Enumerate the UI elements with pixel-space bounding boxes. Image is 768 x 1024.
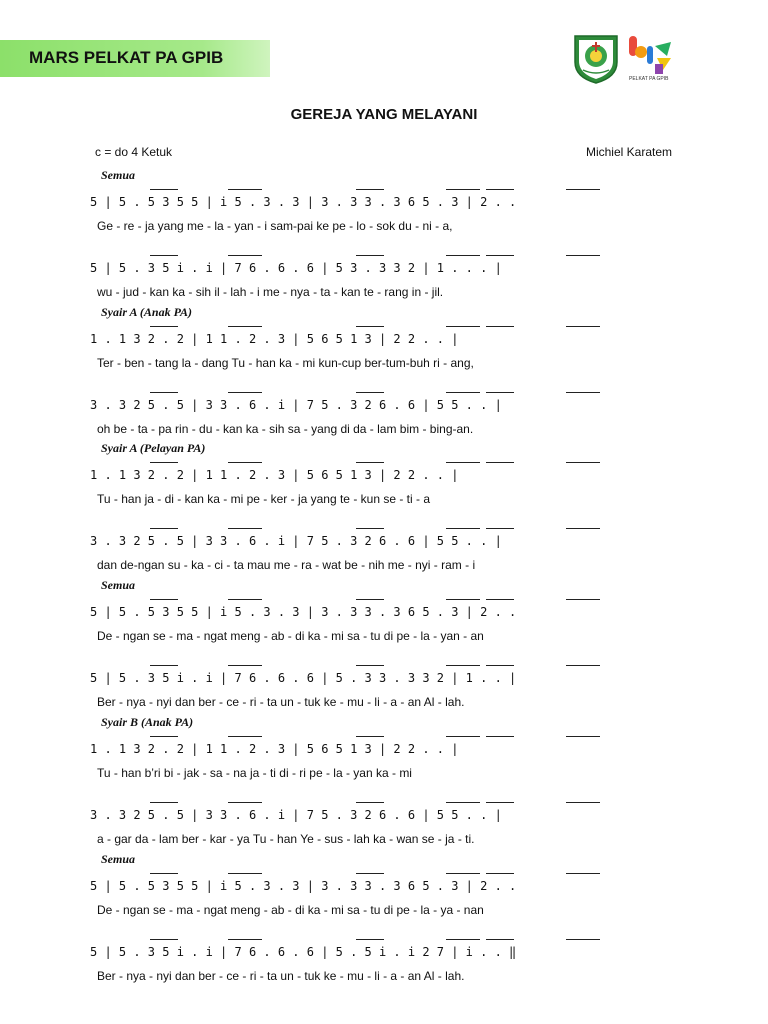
note-beam	[356, 462, 384, 463]
section-label: Syair B (Anak PA)	[101, 715, 194, 729]
note-beam	[486, 528, 514, 529]
section-label: Syair A (Pelayan PA)	[101, 441, 206, 455]
notation-line: 3 . 3 2 5 . 5 | 3 3 . 6 . i | 7 5 . 3 2 6 . 6 | 5 5 . . |	[90, 808, 502, 822]
note-beam	[486, 392, 514, 393]
notation-line: 1 . 1 3 2 . 2 | 1 1 . 2 . 3 | 5 6 5 1 3 | 2 2 . . |	[90, 332, 459, 346]
pelkat-shield-logo	[571, 32, 621, 84]
note-beam	[446, 528, 480, 529]
note-beam	[150, 255, 178, 256]
note-beam	[446, 326, 480, 327]
svg-text:PELKAT PA GPIB: PELKAT PA GPIB	[629, 76, 669, 82]
lyric-line: dan de-ngan su - ka - ci - ta mau me - ra - wat be - nih me - nyi - ram - i	[97, 558, 476, 572]
song-title: GEREJA YANG MELAYANI	[290, 106, 478, 123]
note-beam	[486, 255, 514, 256]
note-beam	[356, 392, 384, 393]
note-beam	[356, 528, 384, 529]
notation-line: 5 | 5 . 5 3 5 5 | i 5 . 3 . 3 | 3 . 3 3 . 3 6 5 . 3 | 2 . .	[90, 605, 517, 619]
banner-title: MARS PELKAT PA GPIB	[29, 48, 224, 67]
note-beam	[228, 736, 262, 737]
note-beam	[446, 599, 480, 600]
note-beam	[446, 255, 480, 256]
note-beam	[446, 189, 480, 190]
note-beam	[150, 736, 178, 737]
notation-line: 5 | 5 . 5 3 5 5 | i 5 . 3 . 3 | 3 . 3 3 . 3 6 5 . 3 | 2 . .	[90, 195, 517, 209]
note-beam	[486, 599, 514, 600]
note-beam	[150, 599, 178, 600]
composer: Michiel Karatem	[585, 145, 672, 159]
note-beam	[150, 873, 178, 874]
notation-line: 5 | 5 . 3 5 i . i | 7 6 . 6 . 6 | 5 . 3 3 . 3 3 2 | 1 . . |	[90, 671, 517, 685]
note-beam	[228, 599, 262, 600]
lyric-line: oh be - ta - pa rin - du - kan ka - sih sa - yang di da - lam bim - bing-an.	[97, 422, 474, 436]
note-beam	[228, 462, 262, 463]
lyric-line: Ber - nya - nyi dan ber - ce - ri - ta un - tuk ke - mu - li - a - an Al - lah.	[97, 969, 465, 983]
note-beam	[150, 802, 178, 803]
note-beam	[566, 873, 600, 874]
lyric-line: a - gar da - lam ber - kar - ya Tu - han Ye - sus - lah ka - wan se - ja - ti.	[97, 832, 475, 846]
lyric-line: wu - jud - kan ka - sih il - lah - i me - nya - ta - kan te - rang in - jil.	[97, 285, 444, 299]
note-beam	[446, 392, 480, 393]
note-beam	[446, 462, 480, 463]
note-beam	[446, 802, 480, 803]
note-beam	[356, 255, 384, 256]
lyric-line: Ge - re - ja yang me - la - yan - i sam-pai ke pe - lo - sok du - ni - a,	[97, 219, 453, 233]
note-beam	[150, 326, 178, 327]
note-beam	[150, 462, 178, 463]
notation-line: 1 . 1 3 2 . 2 | 1 1 . 2 . 3 | 5 6 5 1 3 | 2 2 . . |	[90, 468, 459, 482]
lyric-line: Tu - han b’ri bi - jak - sa - na ja - ti di - ri pe - la - yan ka - mi	[97, 766, 412, 780]
note-beam	[228, 255, 262, 256]
note-beam	[566, 802, 600, 803]
note-beam	[566, 599, 600, 600]
note-beam	[228, 326, 262, 327]
lyric-line: De - ngan se - ma - ngat meng - ab - di ka - mi sa - tu di pe - la - yan - an	[97, 629, 484, 643]
note-beam	[566, 939, 600, 940]
note-beam	[228, 873, 262, 874]
notation-line: 1 . 1 3 2 . 2 | 1 1 . 2 . 3 | 5 6 5 1 3 | 2 2 . . |	[90, 742, 459, 756]
note-beam	[486, 736, 514, 737]
note-beam	[486, 665, 514, 666]
note-beam	[356, 939, 384, 940]
note-beam	[486, 802, 514, 803]
note-beam	[228, 528, 262, 529]
anniversary-logo	[627, 32, 673, 82]
note-beam	[566, 665, 600, 666]
note-beam	[356, 189, 384, 190]
notation-line: 5 | 5 . 5 3 5 5 | i 5 . 3 . 3 | 3 . 3 3 . 3 6 5 . 3 | 2 . .	[90, 879, 517, 893]
lyric-line: Ber - nya - nyi dan ber - ce - ri - ta un - tuk ke - mu - li - a - an Al - lah.	[97, 695, 465, 709]
note-beam	[228, 939, 262, 940]
note-beam	[150, 665, 178, 666]
section-label: Semua	[101, 168, 136, 182]
notation-line: 3 . 3 2 5 . 5 | 3 3 . 6 . i | 7 5 . 3 2 6 . 6 | 5 5 . . |	[90, 534, 502, 548]
note-beam	[356, 665, 384, 666]
note-beam	[150, 939, 178, 940]
note-beam	[486, 939, 514, 940]
note-beam	[356, 736, 384, 737]
note-beam	[486, 462, 514, 463]
note-beam	[446, 665, 480, 666]
note-beam	[566, 462, 600, 463]
note-beam	[228, 802, 262, 803]
notation-line: 5 | 5 . 3 5 i . i | 7 6 . 6 . 6 | 5 3 . 3 3 2 | 1 . . . |	[90, 261, 502, 275]
note-beam	[228, 392, 262, 393]
note-beam	[566, 736, 600, 737]
note-beam	[566, 528, 600, 529]
section-label: Syair A (Anak PA)	[101, 305, 193, 319]
note-beam	[486, 189, 514, 190]
note-beam	[566, 392, 600, 393]
section-label: Semua	[101, 852, 136, 866]
note-beam	[566, 255, 600, 256]
lyric-line: Ter - ben - tang la - dang Tu - han ka - mi kun-cup ber-tum-buh ri - ang,	[97, 356, 474, 370]
note-beam	[566, 189, 600, 190]
note-beam	[486, 326, 514, 327]
note-beam	[150, 392, 178, 393]
note-beam	[228, 665, 262, 666]
note-beam	[356, 802, 384, 803]
lyric-line: Tu - han ja - di - kan ka - mi pe - ker - ja yang te - kun se - ti - a	[97, 492, 431, 506]
section-label: Semua	[101, 578, 136, 592]
header-banner	[0, 40, 270, 77]
notation-line: 5 | 5 . 3 5 i . i | 7 6 . 6 . 6 | 5 . 5 i . i 2 7 | i . . ‖	[90, 945, 517, 959]
notation-line: 3 . 3 2 5 . 5 | 3 3 . 6 . i | 7 5 . 3 2 6 . 6 | 5 5 . . |	[90, 398, 502, 412]
note-beam	[228, 189, 262, 190]
note-beam	[446, 736, 480, 737]
note-beam	[356, 873, 384, 874]
note-beam	[446, 873, 480, 874]
note-beam	[566, 326, 600, 327]
note-beam	[150, 189, 178, 190]
note-beam	[150, 528, 178, 529]
note-beam	[356, 326, 384, 327]
note-beam	[446, 939, 480, 940]
key-signature: c = do 4 Ketuk	[95, 145, 173, 159]
note-beam	[486, 873, 514, 874]
lyric-line: De - ngan se - ma - ngat meng - ab - di ka - mi sa - tu di pe - la - ya - nan	[97, 903, 484, 917]
note-beam	[356, 599, 384, 600]
